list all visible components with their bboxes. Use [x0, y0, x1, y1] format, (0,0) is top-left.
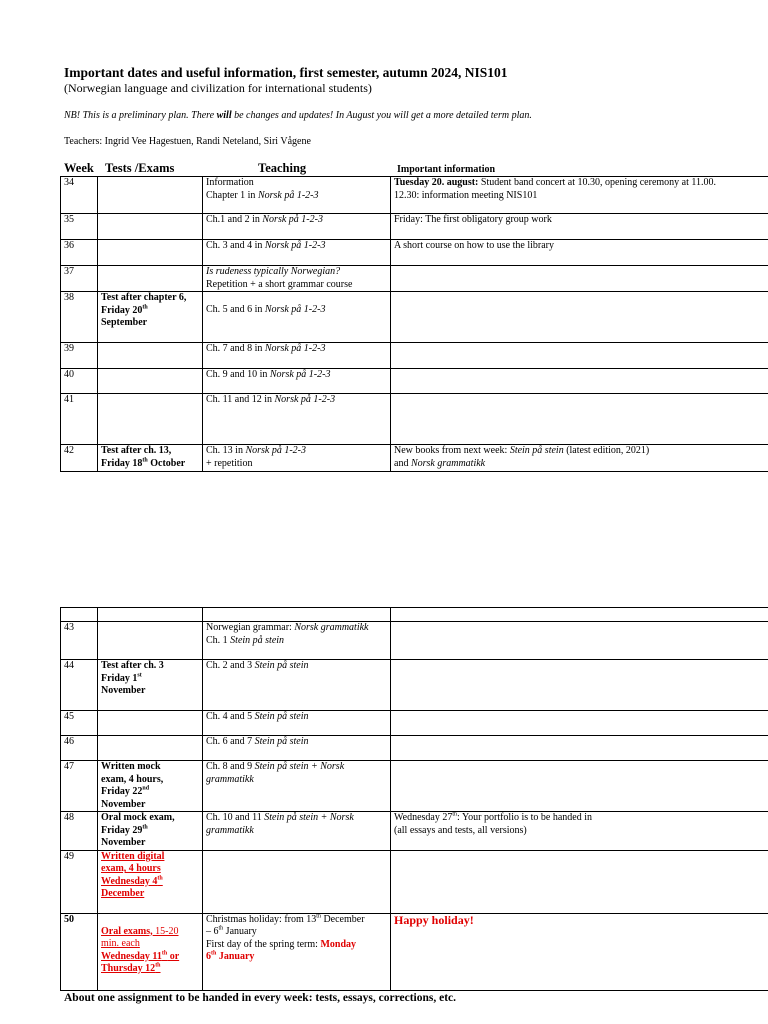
tests-cell — [98, 394, 203, 445]
week-cell: 35 — [61, 214, 98, 240]
tests-cell — [98, 736, 203, 761]
info-cell — [391, 736, 768, 761]
teaching-cell: Ch. 10 and 11 Stein på stein + Norsk grammatikk — [203, 812, 391, 851]
table-row — [61, 240, 768, 266]
teaching-cell: Norwegian grammar: Norsk grammatikk Ch. 1 Stein på stein — [203, 622, 391, 660]
tests-cell: Written mock exam, 4 hours, Friday 22nd November — [98, 761, 203, 812]
tests-cell: Written digital exam, 4 hours Wednesday 4th December — [98, 850, 203, 913]
table-row — [61, 736, 768, 761]
teaching-cell: Christmas holiday: from 13th December – 6th January First day of the spring term: Monday 6th January — [203, 913, 391, 990]
info-cell — [391, 711, 768, 736]
teaching-cell: Ch. 11 and 12 in Norsk på 1-2-3 — [203, 394, 391, 445]
table-row — [61, 445, 768, 472]
info-cell — [391, 369, 768, 394]
teaching-cell: Ch. 6 and 7 Stein på stein — [203, 736, 391, 761]
teaching-cell: Ch. 4 and 5 Stein på stein — [203, 711, 391, 736]
table-row — [61, 177, 768, 214]
teaching-cell: Ch. 2 and 3 Stein på stein — [203, 660, 391, 711]
schedule-table-1 — [60, 176, 768, 472]
tests-cell — [98, 214, 203, 240]
info-cell: Friday: The first obligatory group work — [391, 214, 768, 240]
week-cell: 43 — [61, 622, 98, 660]
tests-cell — [98, 177, 203, 214]
tests-cell: Test after chapter 6, Friday 20th September — [98, 292, 203, 343]
week-cell: 42 — [61, 445, 98, 472]
teaching-cell: Is rudeness typically Norwegian? Repetition + a short grammar course — [203, 266, 391, 292]
table-row — [61, 214, 768, 240]
teaching-cell: Ch. 7 and 8 in Norsk på 1-2-3 — [203, 343, 391, 369]
info-cell: Wednesday 27th: Your portfolio is to be handed in (all essays and tests, all versions) — [391, 812, 768, 851]
table-row — [61, 369, 768, 394]
table-row — [61, 711, 768, 736]
info-cell — [391, 660, 768, 711]
happy-holiday-text: Happy holiday! — [394, 913, 474, 927]
header-tests: Tests /Exams — [105, 161, 175, 175]
week-cell: 39 — [61, 343, 98, 369]
teaching-cell: Ch. 9 and 10 in Norsk på 1-2-3 — [203, 369, 391, 394]
table-row — [61, 394, 768, 445]
info-cell: A short course on how to use the library — [391, 240, 768, 266]
week-cell: 48 — [61, 812, 98, 851]
table-row — [61, 812, 768, 851]
teaching-cell: Ch. 13 in Norsk på 1-2-3 + repetition — [203, 445, 391, 472]
table-row-blank — [61, 608, 768, 622]
teaching-cell: Ch. 3 and 4 in Norsk på 1-2-3 — [203, 240, 391, 266]
info-cell: Tuesday 20. august: Student band concert at 10.30, opening ceremony at 11.00. 12.30: information meeting NIS101 — [391, 177, 768, 214]
teaching-cell: Ch. 8 and 9 Stein på stein + Norsk grammatikk — [203, 761, 391, 812]
week-cell: 37 — [61, 266, 98, 292]
document-title: Important dates and useful information, first semester, autumn 2024, NIS101 — [64, 65, 508, 80]
teaching-cell: Ch. 5 and 6 in Norsk på 1-2-3 — [203, 292, 391, 343]
tests-cell: Oral mock exam, Friday 29th November — [98, 812, 203, 851]
teachers-line: Teachers: Ingrid Vee Hagestuen, Randi Neteland, Siri Vågene — [64, 136, 311, 147]
week-cell: 36 — [61, 240, 98, 266]
week-cell: 50 — [61, 913, 98, 990]
week-cell: 40 — [61, 369, 98, 394]
schedule-table-2 — [60, 607, 768, 991]
teaching-cell: Information Chapter 1 in Norsk på 1-2-3 — [203, 177, 391, 214]
tests-cell — [98, 240, 203, 266]
info-cell — [391, 913, 768, 990]
tests-cell — [98, 622, 203, 660]
footer-note: About one assignment to be handed in every week: tests, essays, corrections, etc. — [64, 992, 457, 1004]
tests-cell: Test after ch. 3 Friday 1st November — [98, 660, 203, 711]
info-cell — [391, 343, 768, 369]
table-row — [61, 913, 768, 990]
info-cell — [391, 394, 768, 445]
week-cell: 44 — [61, 660, 98, 711]
table-row — [61, 343, 768, 369]
info-cell — [391, 850, 768, 913]
info-cell — [391, 761, 768, 812]
table-row — [61, 622, 768, 660]
preliminary-note: NB! This is a preliminary plan. There will be changes and updates! In August you will get a more detailed term plan. — [64, 110, 532, 121]
week-cell: 46 — [61, 736, 98, 761]
info-cell — [391, 292, 768, 343]
week-cell: 41 — [61, 394, 98, 445]
table-row — [61, 761, 768, 812]
tests-cell — [98, 343, 203, 369]
info-cell — [391, 266, 768, 292]
document-subtitle: (Norwegian language and civilization for international students) — [64, 81, 372, 95]
table-row — [61, 850, 768, 913]
table-row — [61, 266, 768, 292]
tests-cell: Oral exams, 15-20 min. each Wednesday 11th or Thursday 12th — [98, 913, 203, 990]
table-row — [61, 292, 768, 343]
tests-cell — [98, 266, 203, 292]
week-cell: 34 — [61, 177, 98, 214]
info-cell: New books from next week: Stein på stein (latest edition, 2021) and Norsk grammatikk — [391, 445, 768, 472]
tests-cell — [98, 711, 203, 736]
table-row — [61, 660, 768, 711]
info-cell — [391, 622, 768, 660]
week-cell: 38 — [61, 292, 98, 343]
header-week: Week — [64, 161, 94, 175]
week-cell: 45 — [61, 711, 98, 736]
tests-cell — [98, 369, 203, 394]
week-cell: 47 — [61, 761, 98, 812]
week-cell: 49 — [61, 850, 98, 913]
header-teaching: Teaching — [258, 161, 307, 175]
teaching-cell: Ch.1 and 2 in Norsk på 1-2-3 — [203, 214, 391, 240]
tests-cell: Test after ch. 13, Friday 18th October — [98, 445, 203, 472]
header-important-info: Important information — [397, 164, 496, 175]
teaching-cell — [203, 850, 391, 913]
